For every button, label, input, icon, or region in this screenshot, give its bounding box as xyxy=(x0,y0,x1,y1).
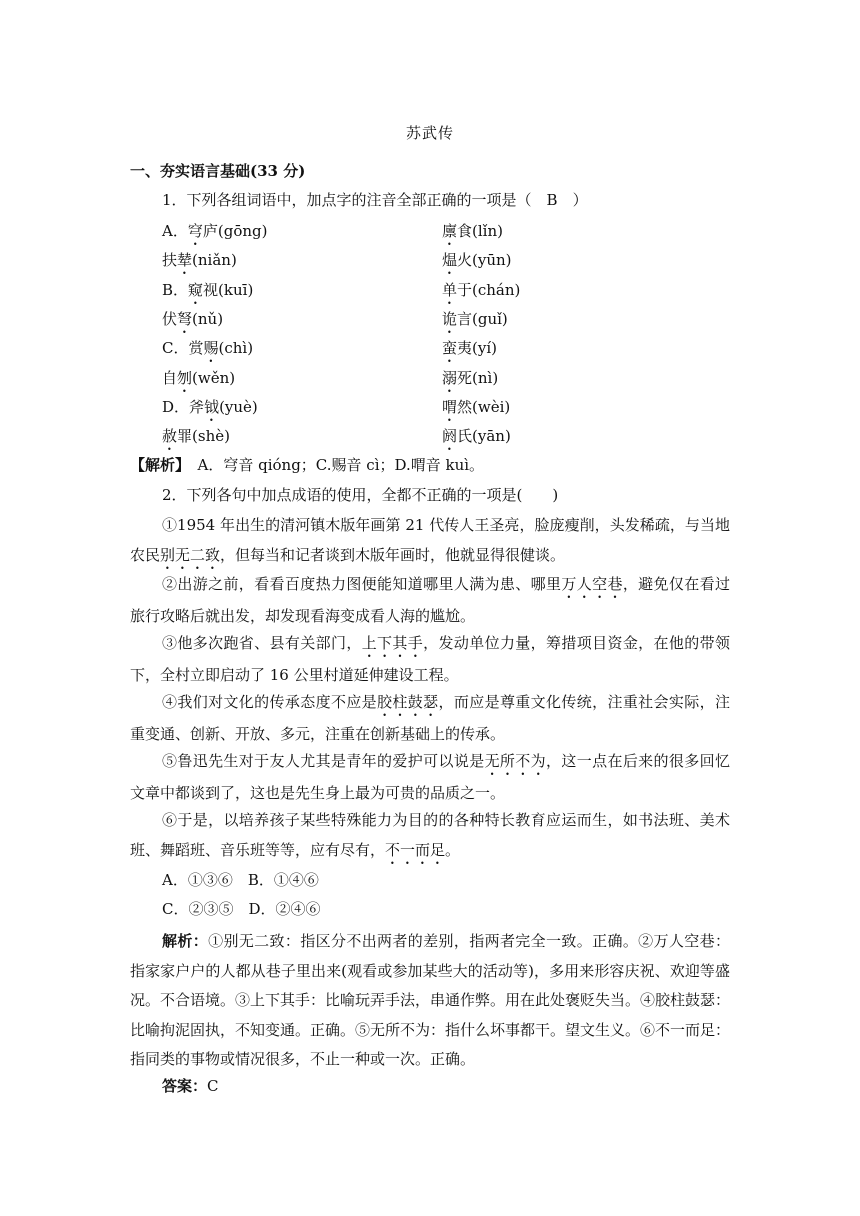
answer-value: C xyxy=(207,1077,219,1095)
sentence-2 xyxy=(130,570,730,632)
sentence-4-text-b: ，而应是尊重文化传统，注重社会实际，注重变通、创新、开放、多元，注重在创新基础上的传承。 xyxy=(130,693,730,743)
option-left-pre: 赏 xyxy=(188,339,204,357)
question-2-options-cd: C．②③⑤ D．②④⑥ xyxy=(162,900,321,918)
sentence-5-text-a: ⑤鲁迅先生对于友人尤其是青年的爱护可以说是 xyxy=(162,752,485,770)
option-right-7 xyxy=(442,425,511,454)
option-right-2 xyxy=(442,279,520,308)
option-right-dot: 喟 xyxy=(442,398,458,416)
option-left-pre: 伏 xyxy=(162,310,178,328)
analysis-text: A．穹音 qióng；C.赐音 cì；D.喟音 kuì。 xyxy=(182,456,485,474)
option-left-label: C． xyxy=(162,339,189,357)
option-left-4 xyxy=(162,337,253,366)
question-2-analysis xyxy=(130,927,730,1075)
sentence-3-text-a: ③他多次跑省、县有关部门， xyxy=(162,634,362,652)
question-2-answer xyxy=(162,1075,219,1097)
option-right-post: 夷(yí) xyxy=(457,339,497,357)
option-left-5 xyxy=(162,367,235,396)
option-left-label: B． xyxy=(162,281,189,299)
option-left-dot: 弩 xyxy=(177,310,193,328)
option-left-7 xyxy=(162,425,230,454)
option-right-dot: 廪 xyxy=(442,222,458,240)
page-title: 苏武传 xyxy=(405,124,454,142)
option-left-pre: 自 xyxy=(162,369,178,387)
sentence-5-text-b: ，这一点在后来的很多回忆文章中都谈到了，这也是先生身上最为可贵的品质之一。 xyxy=(130,752,730,802)
option-left-2 xyxy=(162,279,253,308)
sentence-3 xyxy=(130,629,730,691)
option-left-3 xyxy=(162,308,223,337)
analysis-label: 解析： xyxy=(162,932,209,950)
option-right-3 xyxy=(442,308,508,337)
sentence-5-idiom: 无所不为 xyxy=(484,752,547,770)
sentence-1-text-a: ①1954 年出生的清河镇木版年画第 21 代传人王圣亮，脸庞瘦削，头发稀疏，与当地农民 xyxy=(130,516,730,564)
sentence-4 xyxy=(130,688,730,750)
option-left-pre: 斧 xyxy=(189,398,205,416)
question-1-analysis xyxy=(130,454,484,476)
sentence-6 xyxy=(130,806,730,868)
option-right-post: 火(yūn) xyxy=(457,251,512,269)
section-heading: 一、夯实语言基础(33 分) xyxy=(130,162,306,180)
option-left-dot: 刎 xyxy=(177,369,193,387)
option-right-0 xyxy=(442,220,503,249)
option-left-dot: 窥 xyxy=(188,281,204,299)
option-left-dot: 穹 xyxy=(187,222,203,240)
answer-label: 答案： xyxy=(162,1077,208,1095)
option-right-dot: 煴 xyxy=(442,251,458,269)
sentence-4-idiom: 胶柱鼓瑟 xyxy=(377,693,439,711)
option-right-5 xyxy=(442,367,498,396)
option-right-dot: 单 xyxy=(442,281,458,299)
sentence-2-text-b: ，避免仅在看过旅行攻略后就出发，却发现看海变成看人海的尴尬。 xyxy=(130,575,730,625)
option-left-post: (nǔ) xyxy=(192,310,224,328)
option-left-label: D． xyxy=(162,398,190,416)
option-right-dot: 溺 xyxy=(442,369,458,387)
option-left-6 xyxy=(162,396,258,425)
sentence-6-text-b: 。 xyxy=(445,840,461,859)
option-left-dot: 赐 xyxy=(203,339,219,357)
sentence-3-text-b: ，发动单位力量，筹措项目资金，在他的带领下，全村立即启动了 16 公里村道延伸建设工程。 xyxy=(130,634,730,684)
option-left-post: (chì) xyxy=(218,339,254,357)
sentence-6-idiom: 不一而足 xyxy=(385,840,446,859)
option-left-dot: 赦 xyxy=(162,427,178,445)
question-2-stem: 2．下列各句中加点成语的使用，全都不正确的一项是( ) xyxy=(162,486,559,504)
option-right-post: 死(nì) xyxy=(457,369,499,387)
option-left-post: (yuè) xyxy=(219,398,258,416)
option-right-post: 氏(yān) xyxy=(457,427,511,445)
option-left-1 xyxy=(162,249,237,278)
option-right-4 xyxy=(442,337,497,366)
option-left-post: (niǎn) xyxy=(192,251,237,269)
option-left-post: (wěn) xyxy=(192,369,236,387)
option-right-dot: 阏 xyxy=(442,427,458,445)
option-right-1 xyxy=(442,249,512,278)
analysis-text: ①别无二致：指区分不出两者的差别，指两者完全一致。正确。②万人空巷：指家家户户的人都从巷子里出来(观看或参加某些大的活动等)，多用来形容庆祝、欢迎等盛况。不合语境。③上下其手：比喻玩弄手法，串通作弊。用在此处褒贬失当。④胶柱鼓瑟：比喻拘泥固执，不知变通。正确。⑤无所不为：指什么坏事都干。望文生义。⑥不一而足：指同类的事物或情况很多，不止一种或一次。正确。 xyxy=(130,932,731,1068)
option-right-post: 于(chán) xyxy=(457,281,521,299)
sentence-1-text-b: ，但每当和记者谈到木版年画时，他就显得很健谈。 xyxy=(220,545,566,564)
question-1-stem: 1．下列各组词语中，加点字的注音全部正确的一项是（ B ） xyxy=(162,191,588,209)
option-right-dot: 诡 xyxy=(442,310,458,328)
analysis-label: 【解析】 xyxy=(130,456,183,474)
option-left-post: 罪(shè) xyxy=(177,427,230,445)
option-left-pre: 扶 xyxy=(162,251,178,269)
option-left-0 xyxy=(162,220,267,249)
option-left-label: A． xyxy=(162,222,188,240)
option-right-6 xyxy=(442,396,510,425)
option-left-dot: 钺 xyxy=(204,398,220,416)
option-left-post: 视(kuī) xyxy=(203,281,254,299)
sentence-2-idiom: 万人空巷 xyxy=(561,575,623,593)
sentence-6-text-a: ⑥于是，以培养孩子某些特殊能力为目的的各种特长教育应运而生，如书法班、美术班、舞蹈班、音乐班等等，应有尽有， xyxy=(130,811,730,859)
sentence-4-text-a: ④我们对文化的传承态度不应是 xyxy=(162,693,378,711)
option-left-dot: 辇 xyxy=(177,251,193,269)
option-right-post: 然(wèi) xyxy=(457,398,511,416)
question-2-options-ab: A．①③⑥ B．①④⑥ xyxy=(162,871,319,889)
option-left-post: 庐(gōng) xyxy=(202,222,268,240)
sentence-1 xyxy=(130,511,730,573)
sentence-2-text-a: ②出游之前，看看百度热力图便能知道哪里人满为患、哪里 xyxy=(162,575,562,593)
sentence-1-idiom: 别无二致 xyxy=(160,545,221,564)
option-right-post: 食(lǐn) xyxy=(457,222,503,240)
option-right-dot: 蛮 xyxy=(442,339,458,357)
sentence-3-idiom: 上下其手 xyxy=(361,634,424,652)
sentence-5 xyxy=(130,747,730,809)
option-right-post: 言(guǐ) xyxy=(457,310,508,328)
